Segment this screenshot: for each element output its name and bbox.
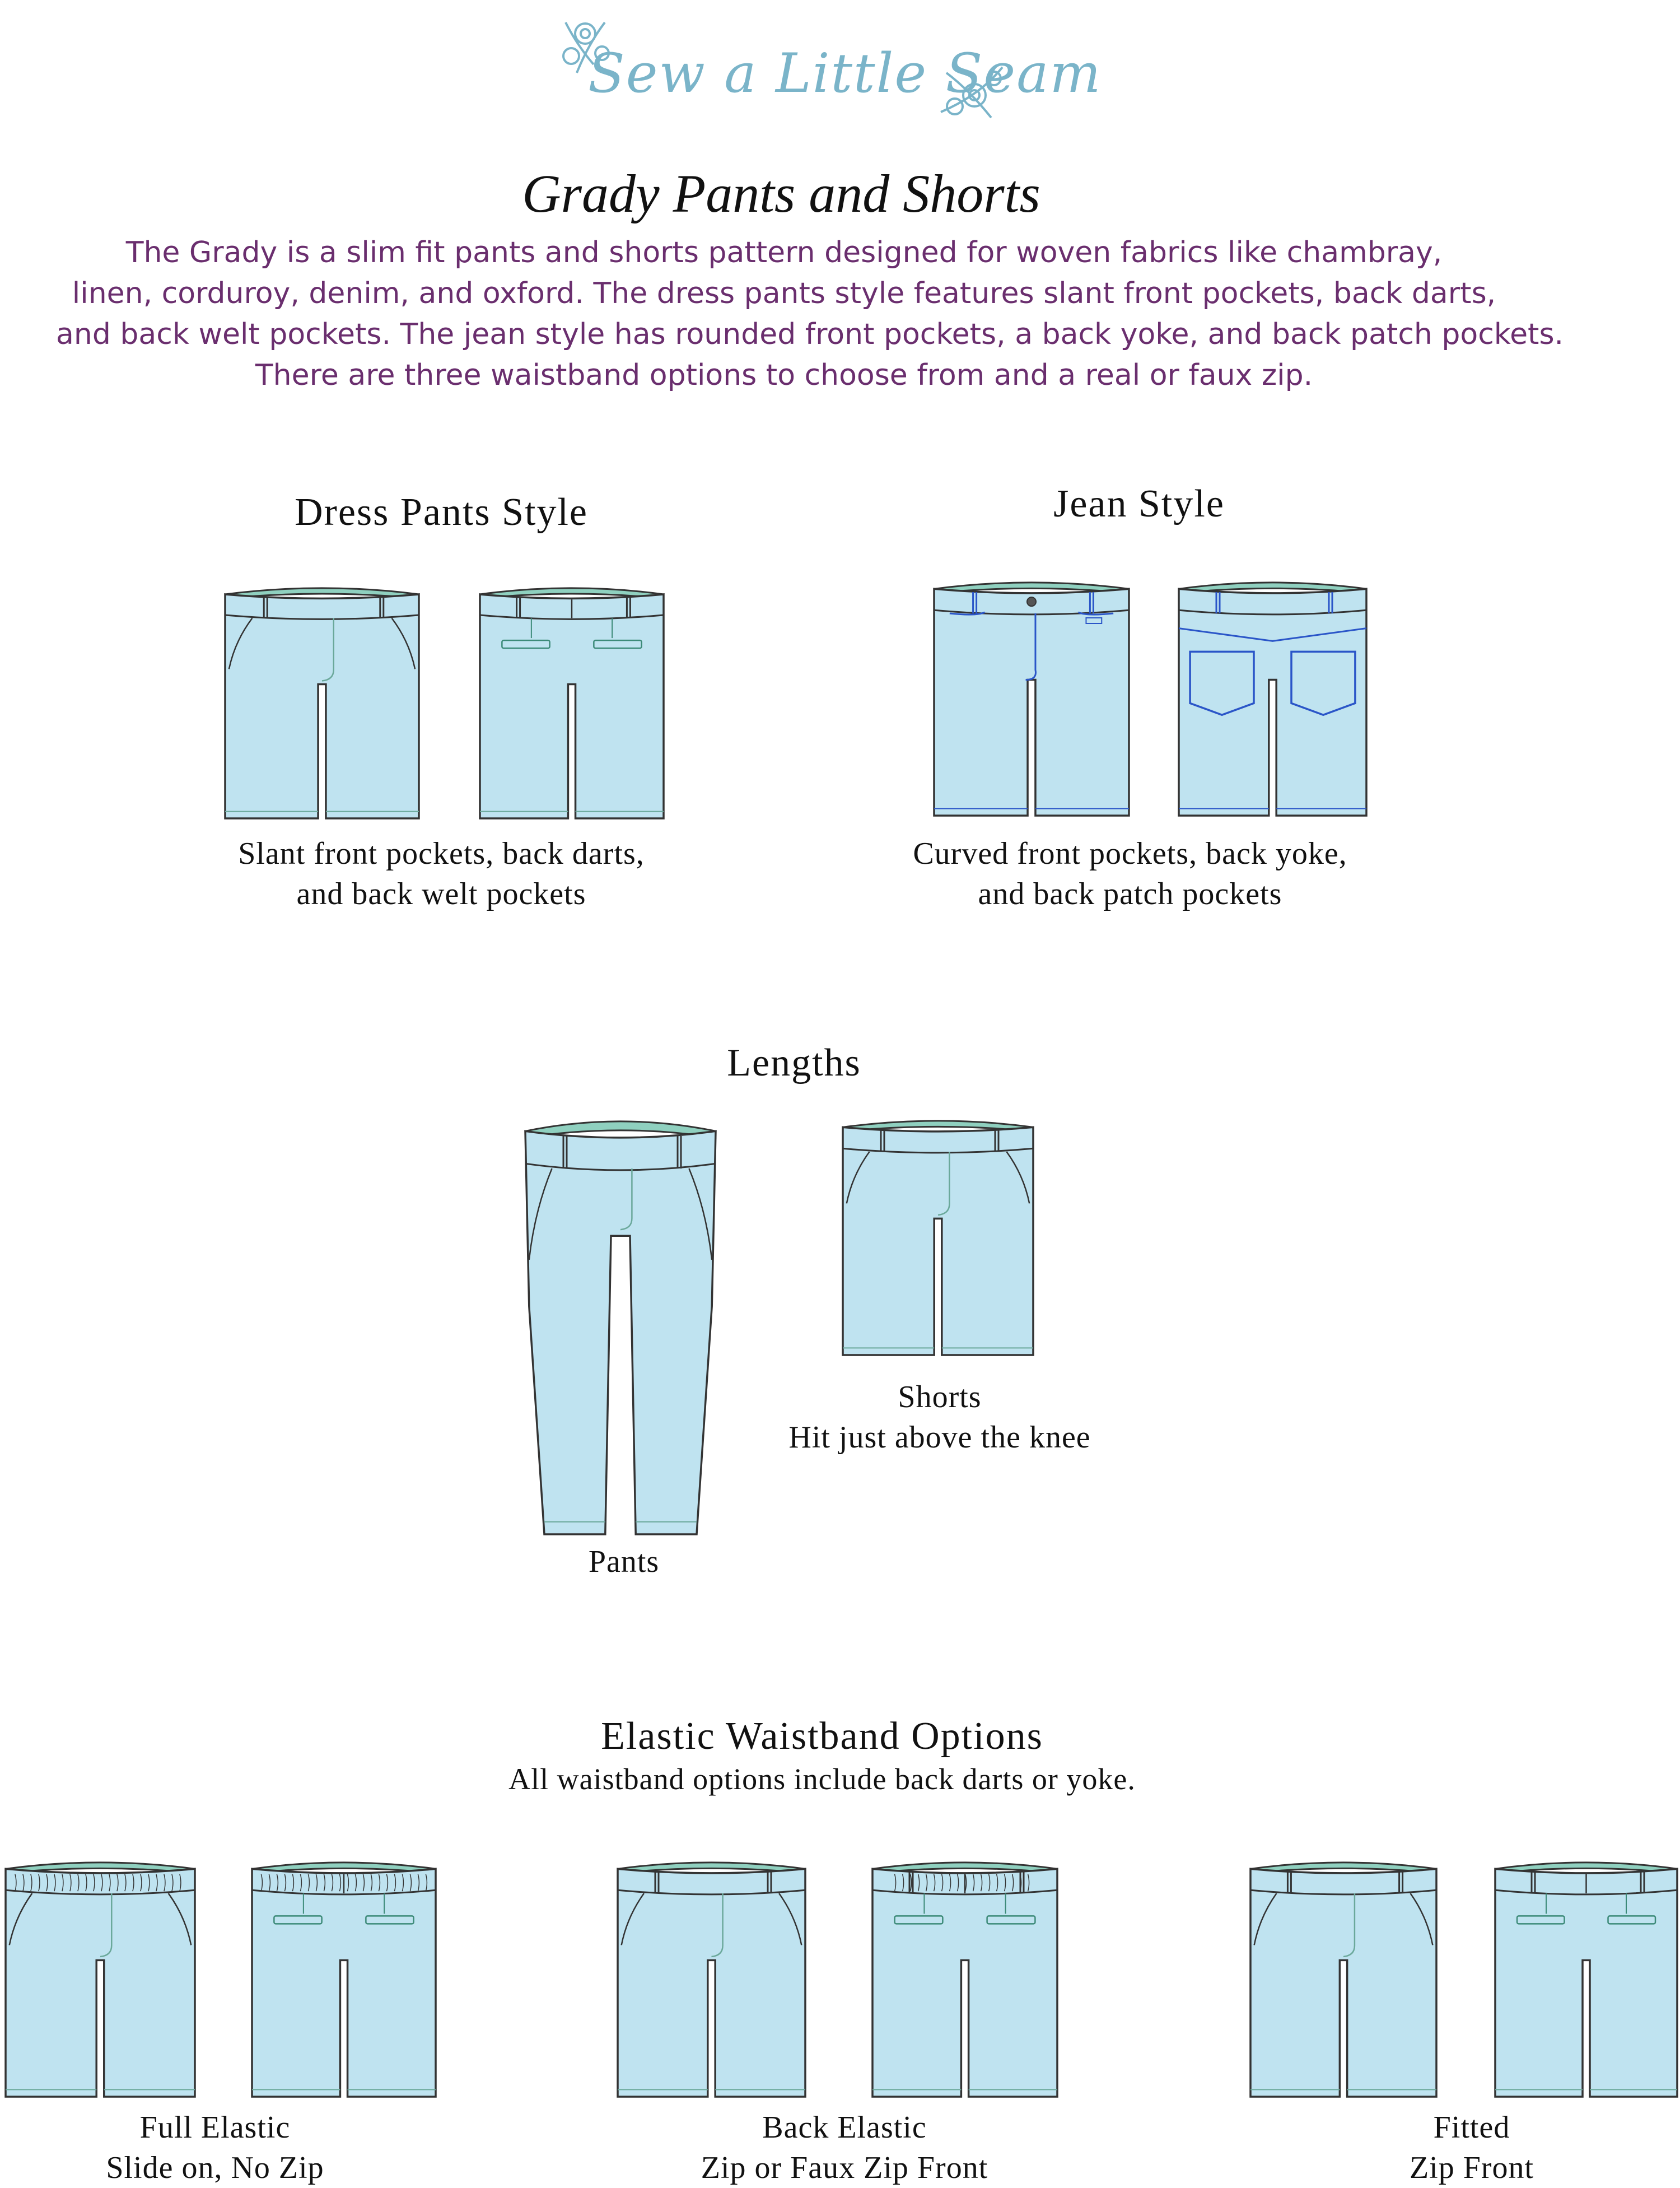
brand-logo	[554, 11, 1102, 123]
dress-back-shorts-drawing	[477, 584, 666, 821]
logo-wordmark: Sew a Little Seam	[588, 42, 1102, 105]
pattern-description	[56, 232, 1564, 396]
waistband-heading: Elastic Waistband Options	[601, 1715, 1043, 1758]
waistband-option-fitted	[1304, 2107, 1640, 2188]
jean-style-heading: Jean Style	[1053, 482, 1225, 525]
option-name: Back Elastic	[762, 2110, 927, 2145]
dress-style-heading: Dress Pants Style	[295, 491, 588, 534]
caption-line: and back welt pockets	[296, 877, 586, 911]
back-elastic-front-drawing	[615, 1859, 808, 2099]
waistband-option-back-elastic	[620, 2107, 1068, 2188]
shorts-caption	[660, 1377, 1220, 1458]
option-detail: Zip Front	[1409, 2150, 1534, 2185]
waistband-option-full-elastic	[47, 2107, 383, 2188]
fitted-front-drawing	[1248, 1859, 1439, 2099]
caption-line: Curved front pockets, back yoke,	[913, 836, 1347, 871]
jean-front-shorts-drawing	[931, 579, 1132, 818]
back-elastic-back-drawing	[870, 1859, 1060, 2099]
option-detail: Zip or Faux Zip Front	[701, 2150, 988, 2185]
full-elastic-back-drawing	[249, 1859, 438, 2099]
page-title: Grady Pants and Shorts	[522, 164, 1040, 224]
description-line: The Grady is a slim fit pants and shorts pattern designed for woven fabrics like chambray,	[125, 236, 1443, 269]
jean-style-caption	[850, 834, 1410, 914]
description-line: There are three waistband options to choose from and a real or faux zip.	[255, 359, 1313, 392]
shorts-note: Hit just above the knee	[788, 1420, 1091, 1455]
caption-line: Slant front pockets, back darts,	[238, 836, 645, 871]
caption-line: and back patch pockets	[978, 877, 1282, 911]
lengths-heading: Lengths	[727, 1041, 861, 1084]
waistband-subheading: All waistband options include back darts or yoke.	[508, 1762, 1136, 1796]
full-elastic-front-drawing	[3, 1859, 198, 2099]
pants-caption: Pants	[588, 1544, 660, 1579]
dress-style-caption	[161, 834, 721, 914]
option-detail: Slide on, No Zip	[106, 2150, 324, 2185]
fitted-back-drawing	[1492, 1859, 1680, 2099]
shorts-label: Shorts	[898, 1380, 982, 1414]
option-name: Full Elastic	[139, 2110, 291, 2145]
option-name: Fitted	[1433, 2110, 1510, 2145]
shorts-front-drawing	[840, 1117, 1036, 1358]
description-line: linen, corduroy, denim, and oxford. The dress pants style features slant front pockets, back darts,	[72, 277, 1496, 310]
description-line: and back welt pockets. The jean style has rounded front pockets, a back yoke, and back patch pockets.	[56, 318, 1564, 351]
jean-back-shorts-drawing	[1176, 579, 1369, 818]
dress-front-shorts-drawing	[222, 584, 422, 821]
pants-front-drawing	[522, 1117, 718, 1537]
